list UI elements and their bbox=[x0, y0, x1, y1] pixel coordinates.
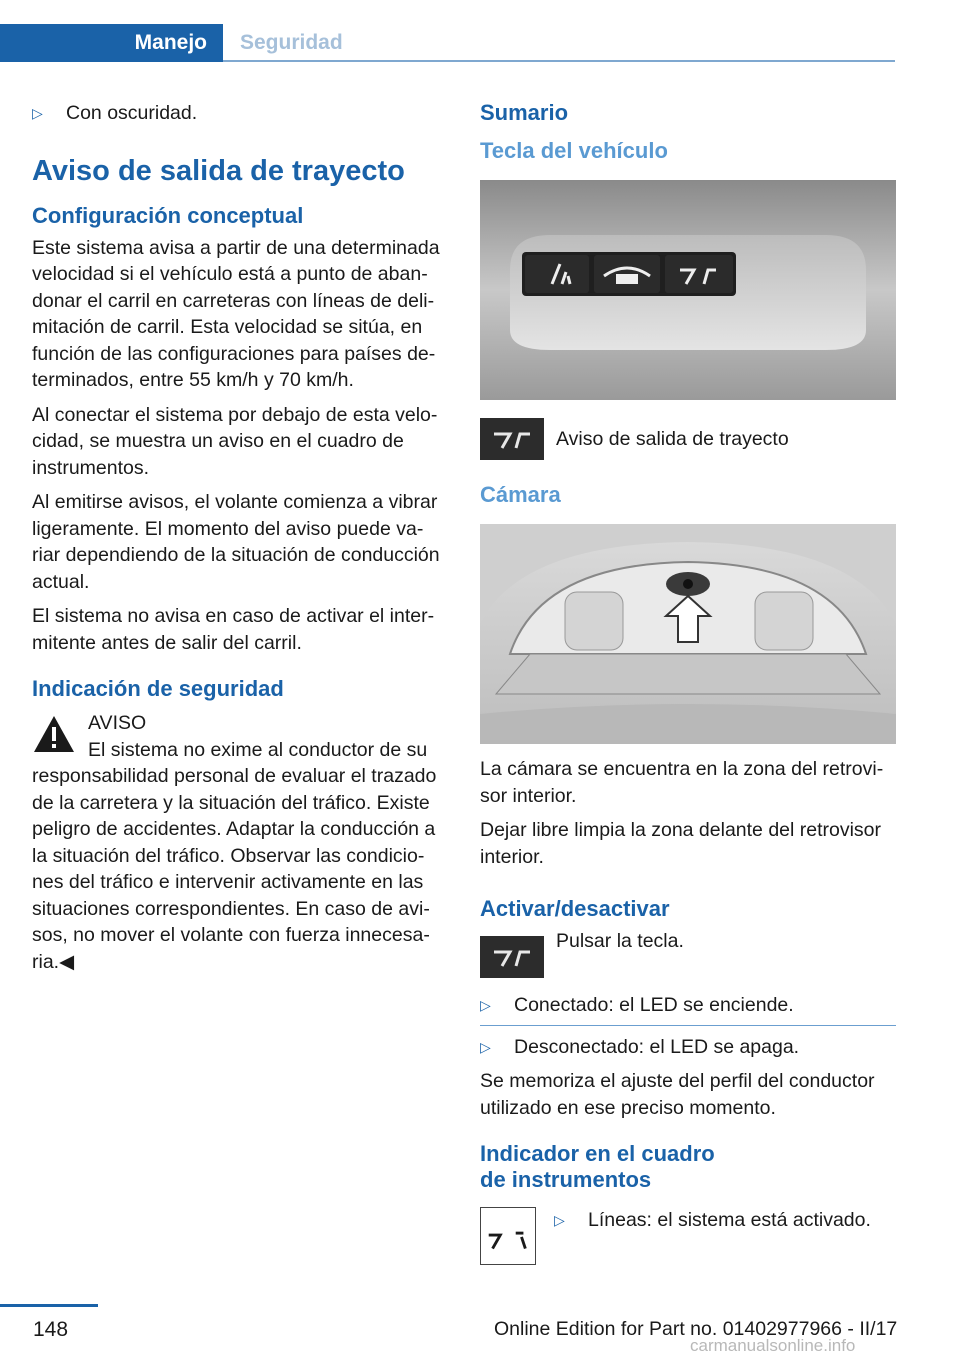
footer-accent-line bbox=[0, 1304, 98, 1307]
triangle-bullet-icon: ▷ bbox=[480, 997, 491, 1013]
paragraph: Al emitirse avisos, el volante comienza a vibrar ligeramente. El momento del aviso puede variar dependiendo de la situación de conducción actual. bbox=[32, 491, 440, 593]
list-item bbox=[480, 1034, 896, 1061]
triangle-bullet-icon: ▷ bbox=[480, 1038, 491, 1055]
subsection-title-indicador-2: de instrumentos bbox=[480, 1167, 652, 1192]
warning-block bbox=[32, 710, 440, 975]
section-tabs bbox=[0, 24, 895, 62]
paragraph: El sistema no avisa en caso de activar el intermitente antes de salir del carril. bbox=[32, 605, 435, 654]
list-item bbox=[480, 992, 896, 1026]
left-column bbox=[32, 100, 440, 975]
section-title: Aviso de salida de trayecto bbox=[32, 154, 405, 187]
edition-text: Online Edition for Part no. 01402977966 - II/17 bbox=[494, 1318, 898, 1340]
bullet-text: Conectado: el LED se enciende. bbox=[514, 994, 794, 1016]
paragraph: La cámara se encuentra en la zona del retrovisor interior. bbox=[480, 758, 884, 807]
list-item bbox=[32, 100, 440, 127]
subsection-title-activar: Activar/desactivar bbox=[480, 896, 670, 921]
warning-title: AVISO bbox=[88, 712, 147, 734]
watermark: carmanualsonline.info bbox=[690, 1336, 856, 1355]
camera-location-photo bbox=[480, 524, 896, 744]
press-label: Pulsar la tecla. bbox=[556, 930, 684, 952]
tab-manejo[interactable]: Manejo bbox=[0, 24, 223, 62]
warning-body: El sistema no exime al conductor de su responsabilidad personal de evaluar el trazado de la carretera y la situación del tráfico. Existe peligro de accidentes. Adaptar la conducción a la situación del tráfico. Observar las condiciones del tráfico e intervenir activamente en las situaciones correspondientes. En caso de avisos, no mover el volante con fuerza innecesaria.◀ bbox=[32, 738, 437, 973]
subsection-title-safety: Indicación de seguridad bbox=[32, 676, 284, 701]
paragraph: Dejar libre limpia la zona delante del retrovisor interior. bbox=[480, 819, 882, 868]
heading-tecla: Tecla del vehículo bbox=[480, 138, 668, 163]
page-number: 148 bbox=[33, 1318, 69, 1341]
button-label: Aviso de salida de trayecto bbox=[556, 427, 789, 450]
triangle-bullet-icon: ▷ bbox=[32, 105, 43, 121]
bullet-text: Desconectado: el LED se apaga. bbox=[514, 1035, 800, 1058]
right-column bbox=[480, 100, 896, 1265]
bullet-text: Con oscuridad. bbox=[66, 102, 198, 124]
lane-departure-button-icon bbox=[480, 418, 544, 460]
subsection-title-indicador: Indicador en el cuadro bbox=[480, 1141, 715, 1166]
bullet-text: Líneas: el sistema está activado. bbox=[588, 1209, 871, 1231]
lane-lines-indicator-icon bbox=[480, 1207, 536, 1265]
press-legend bbox=[480, 928, 896, 978]
tab-seguridad[interactable]: Seguridad bbox=[240, 31, 343, 54]
button-legend bbox=[480, 418, 896, 460]
subsection-title-concept: Configuración conceptual bbox=[32, 202, 304, 228]
vehicle-button-photo bbox=[480, 180, 896, 400]
subsection-title-sumario: Sumario bbox=[480, 100, 569, 125]
paragraph: Este sistema avisa a partir de una determinada velocidad si el vehículo está a punto de abandonar el carril en carreteras con líneas de delimitación de carril. Esta velocidad se sitúa, en función de las configuraciones para países determinados, entre 55 km/h y 70 km/h. bbox=[32, 236, 440, 391]
paragraph: Al conectar el sistema por debajo de esta velocidad, se muestra un aviso en el cuadro de instrumentos. bbox=[32, 403, 438, 479]
lane-departure-button-icon bbox=[480, 936, 544, 978]
triangle-bullet-icon: ▷ bbox=[554, 1212, 565, 1228]
indicator-legend bbox=[480, 1207, 896, 1265]
list-item bbox=[554, 1207, 871, 1234]
paragraph: Se memoriza el ajuste del perfil del conductor utilizado en ese preciso momento. bbox=[480, 1070, 875, 1119]
heading-camara: Cámara bbox=[480, 482, 561, 507]
